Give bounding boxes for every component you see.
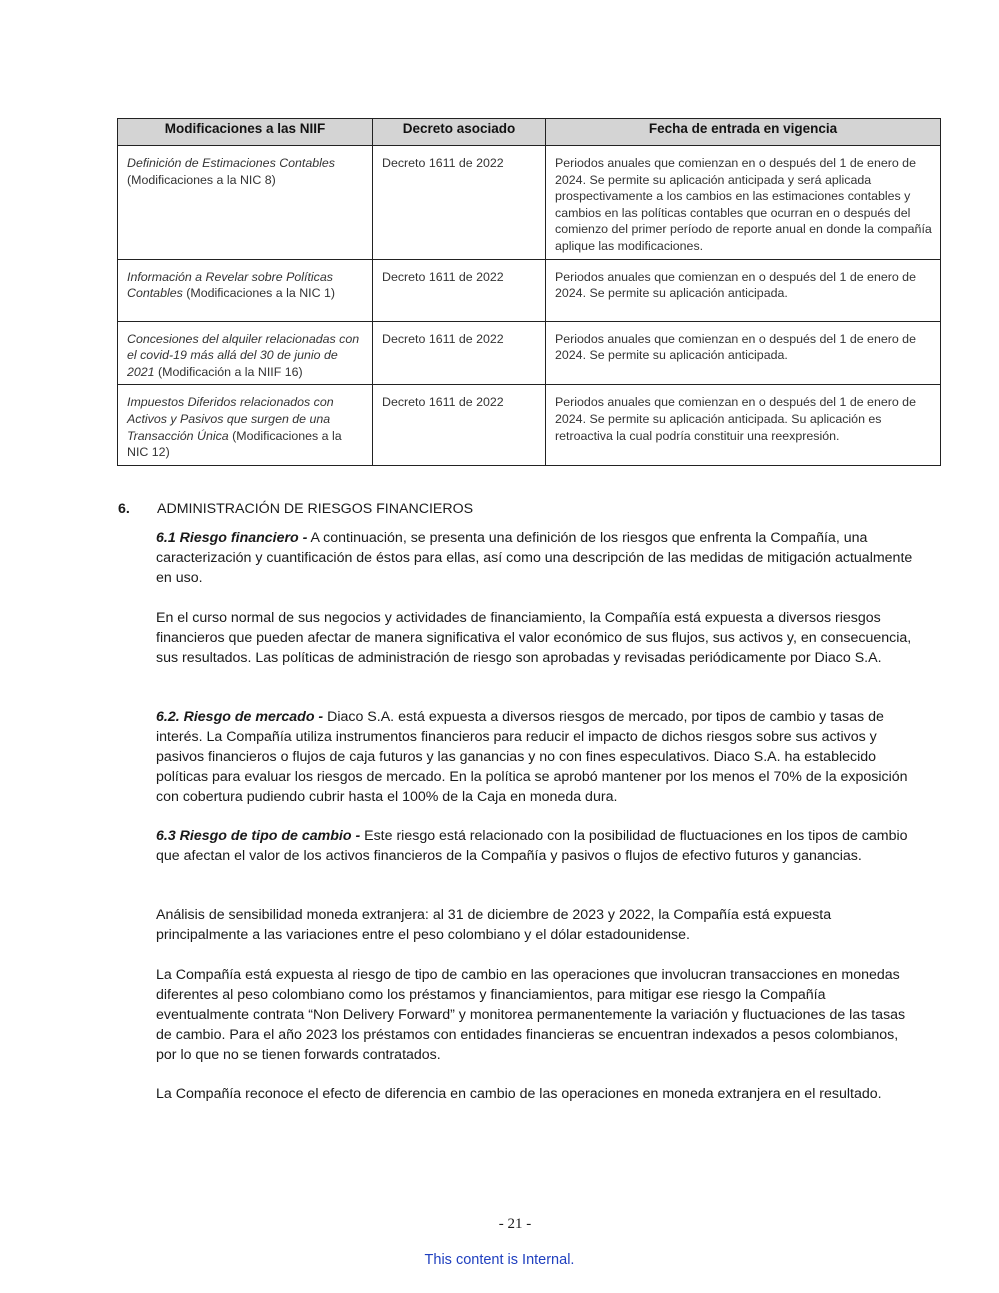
header-modificaciones: Modificaciones a las NIIF <box>118 119 373 146</box>
paragraph-riesgo-tipo-cambio <box>156 826 916 866</box>
table-row <box>118 259 941 321</box>
paragraph-text: Diaco S.A. está expuesta a diversos riesgos de mercado, por tipos de cambio y tasas de interés. La Compañía utiliza instrumentos financieros para reducir el impacto de dichos riesgos sobre sus activos y pasivos financieros o flujos de caja futuros y las ganancias y no con fines especulativos. Diaco S.A. ha establecido políticas para evaluar los riesgos de mercado. En la política se aprobó mantener por los menos el 70% de la exposición con cobertura pudiendo cubrir hasta el 100% de la Caja en moneda dura. <box>156 709 908 805</box>
paragraph-diferencia-cambio: La Compañía reconoce el efecto de diferencia en cambio de las operaciones en moneda extranjera en el resultado. <box>156 1086 882 1102</box>
modificacion-ref: (Modificaciones a la NIC 12) <box>127 428 342 460</box>
modificacion-ref: (Modificaciones a la NIC 1) <box>186 286 335 301</box>
paragraph-riesgo-financiero <box>156 528 916 588</box>
modificacion-cell <box>118 259 373 321</box>
paragraph-curso-normal: En el curso normal de sus negocios y actividades de financiamiento, la Compañía está expuesta a diversos riesgos financieros que pueden afectar de manera significativa el valor económico de sus flujos, sus activos y, en consecuencia, sus resultados. Las políticas de administración de riesgo son aprobadas y revisadas periódicamente por Diaco S.A. <box>156 610 912 666</box>
table-row <box>118 321 941 385</box>
modificacion-title: Definición de Estimaciones Contables <box>127 156 335 170</box>
vigencia-cell: Periodos anuales que comienzan en o después del 1 de enero de 2024. Se permite su aplicación anticipada. <box>546 321 941 385</box>
paragraph-lead: 6.3 Riesgo de tipo de cambio - <box>156 828 361 844</box>
vigencia-cell: Periodos anuales que comienzan en o después del 1 de enero de 2024. Se permite su aplicación anticipada y será aplicada prospectivamente a los cambios en las estimaciones contables y cambios en las políticas contables que ocurran en o después del comienzo del primer período de reporte anual en donde la compañía aplique las modificaciones. <box>546 146 941 260</box>
paragraph-sensibilidad: Análisis de sensibilidad moneda extranjera: al 31 de diciembre de 2023 y 2022, la Compañía está expuesta principalmente a las variaciones entre el peso colombiano y el dólar estadounidense. <box>156 907 832 943</box>
table-header-row <box>118 119 941 146</box>
header-decreto: Decreto asociado <box>373 119 546 146</box>
modificacion-title: Información a Revelar sobre Políticas Contables <box>127 269 333 301</box>
modificacion-title: Impuestos Diferidos relacionados con Activos y Pasivos que surgen de una Transacción Única <box>127 395 334 443</box>
header-vigencia: Fecha de entrada en vigencia <box>546 119 941 146</box>
paragraph-exposicion: La Compañía está expuesta al riesgo de tipo de cambio en las operaciones que involucran transacciones en monedas diferentes al peso colombiano como los préstamos y financiamientos, para mitigar ese riesgo la Compañía eventualmente contrata “Non Delivery Forward” y monitorea permanentemente la variación y fluctuaciones de las tasas de cambio. Para el año 2023 los préstamos con entidades financieras se encuentran indexados a pesos colombianos, por lo que no se tienen forwards contratados. <box>156 967 906 1063</box>
vigencia-cell: Periodos anuales que comienzan en o después del 1 de enero de 2024. Se permite su aplicación anticipada. <box>546 259 941 321</box>
paragraph-lead: 6.1 Riesgo financiero - <box>156 530 308 546</box>
paragraph-text: Este riesgo está relacionado con la posibilidad de fluctuaciones en los tipos de cambio que afectan el valor de los activos financieros de la Compañía y pasivos o flujos de efectivo futuros y ganancias. <box>156 828 908 864</box>
table-row <box>118 385 941 465</box>
modificacion-ref: (Modificación a la NIIF 16) <box>158 364 303 379</box>
decreto-cell: Decreto 1611 de 2022 <box>373 385 546 465</box>
vigencia-cell: Periodos anuales que comienzan en o después del 1 de enero de 2024. Se permite su aplicación anticipada. Su aplicación es retroactiva la cual podría constituir una reexpresión. <box>546 385 941 465</box>
section-heading <box>118 499 473 519</box>
paragraph-lead: 6.2. Riesgo de mercado - <box>156 709 324 725</box>
modificacion-cell <box>118 385 373 465</box>
decreto-cell: Decreto 1611 de 2022 <box>373 259 546 321</box>
decreto-cell: Decreto 1611 de 2022 <box>373 146 546 260</box>
paragraph-text: A continuación, se presenta una definición de los riesgos que enfrenta la Compañía, una caracterización y cuantificación de éstos para ellas, así como una descripción de las medidas de mitigación actualmente en uso. <box>156 530 913 586</box>
page-number: - 21 - <box>498 1216 532 1232</box>
table-row <box>118 146 941 260</box>
classification-footer: This content is Internal. <box>424 1252 575 1268</box>
paragraph-riesgo-mercado <box>156 707 916 807</box>
section-number: 6. <box>118 501 130 517</box>
niif-modifications-table <box>117 118 941 466</box>
modificacion-title: Concesiones del alquiler relacionadas con el covid-19 más allá del 30 de junio de 2021 <box>127 331 360 379</box>
modificacion-cell <box>118 146 373 260</box>
modificacion-ref: (Modificaciones a la NIC 8) <box>127 172 276 187</box>
decreto-cell: Decreto 1611 de 2022 <box>373 321 546 385</box>
modificacion-cell <box>118 321 373 385</box>
section-title: ADMINISTRACIÓN DE RIESGOS FINANCIEROS <box>157 501 474 517</box>
